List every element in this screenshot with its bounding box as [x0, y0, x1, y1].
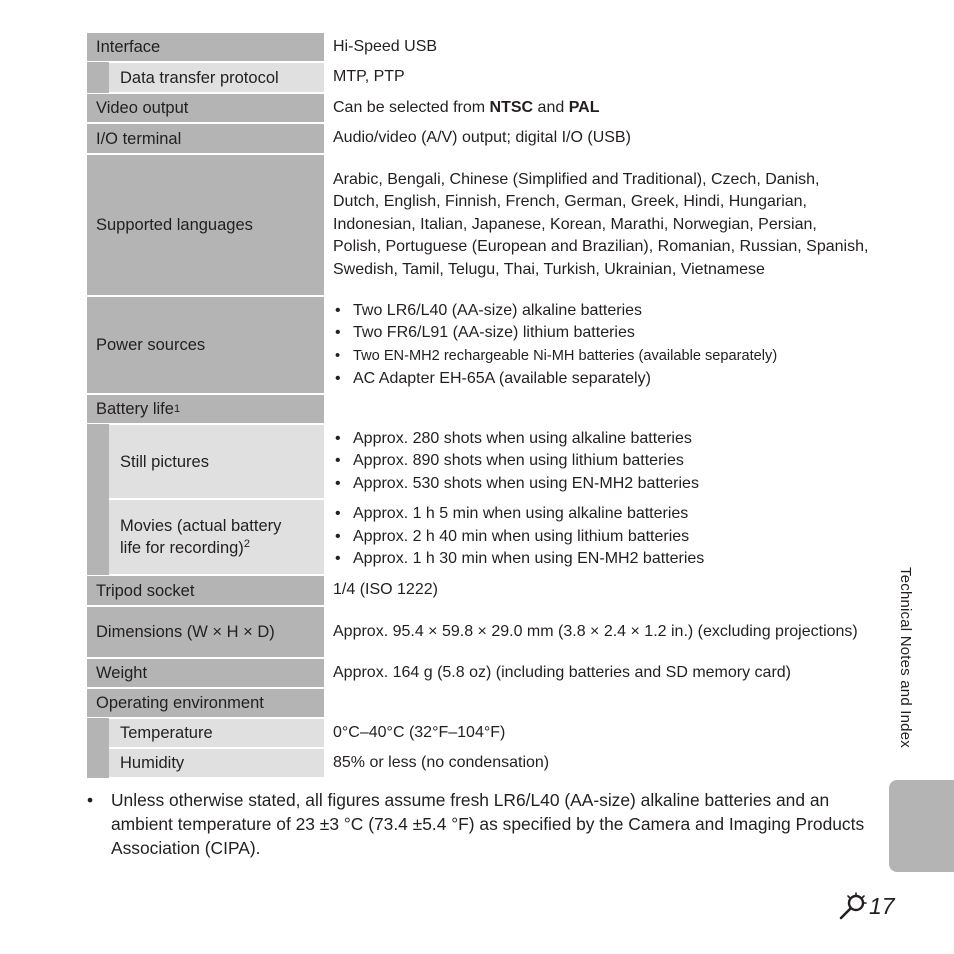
- value-interface: Hi-Speed USB: [333, 37, 438, 55]
- movies-item: • Approx. 2 h 40 min when using lithium batteries: [333, 526, 869, 549]
- label-stub: [87, 748, 109, 778]
- value-data-transfer: MTP, PTP: [333, 68, 405, 86]
- value-power: [333, 297, 869, 393]
- page-number-text: 17: [869, 892, 895, 919]
- row-languages: [87, 154, 869, 296]
- movies-item: • Approx. 1 h 5 min when using alkaline batteries: [333, 503, 869, 526]
- label-still-pictures: Still pictures: [109, 425, 324, 498]
- label-stub: [87, 62, 109, 93]
- label-video-output: Video output: [87, 94, 324, 122]
- value-languages: [333, 155, 869, 295]
- row-video-output: [87, 93, 869, 123]
- label-battery-life: Battery life 1: [87, 395, 324, 423]
- label-weight: Weight: [87, 659, 324, 687]
- still-item: • Approx. 890 shots when using lithium batteries: [333, 450, 869, 473]
- label-tripod: Tripod socket: [87, 576, 324, 605]
- value-video-output: [333, 94, 869, 122]
- label-operating: Operating environment: [87, 689, 324, 717]
- row-battery-life: [87, 394, 869, 424]
- row-still-pictures: [87, 424, 869, 499]
- video-prefix: Can be selected from: [333, 98, 490, 116]
- label-stub: [87, 424, 109, 499]
- power-item: • Two FR6/L91 (AA-size) lithium batteries: [333, 322, 869, 345]
- video-mid: and: [533, 98, 569, 116]
- value-movies: [333, 500, 869, 574]
- label-humidity: Humidity: [109, 749, 324, 777]
- still-item: • Approx. 530 shots when using EN-MH2 batteries: [333, 473, 869, 496]
- row-power: [87, 296, 869, 394]
- technical-notes-icon: [838, 892, 868, 920]
- value-still-pictures: [333, 425, 869, 498]
- row-movies: [87, 499, 869, 575]
- power-item: • Two LR6/L40 (AA-size) alkaline batteries: [333, 300, 869, 323]
- side-tab[interactable]: [889, 563, 954, 872]
- side-tab-marker[interactable]: [889, 780, 954, 872]
- value-tripod: 1/4 (ISO 1222): [333, 581, 438, 599]
- label-io-terminal: I/O terminal: [87, 124, 324, 153]
- value-weight: Approx. 164 g (5.8 oz) (including batteries and SD memory card): [333, 663, 791, 681]
- label-languages: Supported languages: [87, 155, 324, 295]
- power-item: • AC Adapter EH-65A (available separately): [333, 368, 869, 391]
- page-number: [838, 890, 895, 922]
- spec-table: [87, 32, 869, 778]
- side-tab-label: Technical Notes and Index: [897, 567, 914, 748]
- footnote-paragraph: [87, 788, 877, 860]
- row-io-terminal: [87, 123, 869, 154]
- value-temperature: 0°C–40°C (32°F–104°F): [333, 724, 506, 742]
- power-item: • Two EN-MH2 rechargeable Ni-MH batteries (available separately): [333, 345, 869, 368]
- movies-label-1: Movies (actual battery: [120, 517, 282, 535]
- still-item: • Approx. 280 shots when using alkaline batteries: [333, 428, 869, 451]
- row-dimensions: [87, 606, 869, 658]
- label-stub: [87, 718, 109, 748]
- row-interface: [87, 32, 869, 62]
- value-io-terminal: Audio/video (A/V) output; digital I/O (USB): [333, 129, 631, 147]
- video-ntsc: NTSC: [489, 98, 534, 116]
- value-humidity: 85% or less (no condensation): [333, 754, 550, 772]
- label-movies: [109, 500, 324, 574]
- value-dimensions: [333, 607, 869, 657]
- label-temperature: Temperature: [109, 719, 324, 747]
- label-dimensions: Dimensions (W × H × D): [87, 607, 324, 657]
- row-weight: [87, 658, 869, 688]
- label-data-transfer: Data transfer protocol: [109, 63, 324, 92]
- label-stub: [87, 499, 109, 575]
- footnote-2: 2: [243, 538, 250, 550]
- languages-text: Arabic, Bengali, Chinese (Simplified and Traditional), Czech, Danish, Dutch, English, Finnish, French, German, Greek, Hindi, Hungarian, Indonesian, Italian, Japanese, Korean, Marathi, Norwegian, Persian, Polish, Portuguese (European and Brazilian), Romanian, Russian, Spanish, Swedish, Tamil, Telugu, Thai, Turkish, Ukrainian, Vietnamese: [333, 170, 869, 278]
- row-data-transfer: [87, 62, 869, 93]
- row-tripod: [87, 575, 869, 606]
- note-text: Unless otherwise stated, all figures assume fresh LR6/L40 (AA-size) alkaline batteries and an ambient temperature of 23 ±3 °C (73.4 ±5.4 °F) as specified by the Camera and Imaging Products Association (CIPA).: [111, 790, 865, 858]
- battery-life-text: Battery life: [96, 400, 174, 418]
- label-power: Power sources: [87, 297, 324, 393]
- dimensions-text: Approx. 95.4 × 59.8 × 29.0 mm (3.8 × 2.4 × 1.2 in.) (excluding projections): [333, 622, 858, 640]
- row-temperature: [87, 718, 869, 748]
- row-operating: [87, 688, 869, 718]
- note-bullet: •: [87, 790, 94, 810]
- label-interface: Interface: [87, 33, 324, 61]
- movies-label-2: life for recording): [120, 539, 244, 557]
- movies-item: • Approx. 1 h 30 min when using EN-MH2 batteries: [333, 548, 869, 571]
- video-pal: PAL: [568, 98, 600, 116]
- row-humidity: [87, 748, 869, 778]
